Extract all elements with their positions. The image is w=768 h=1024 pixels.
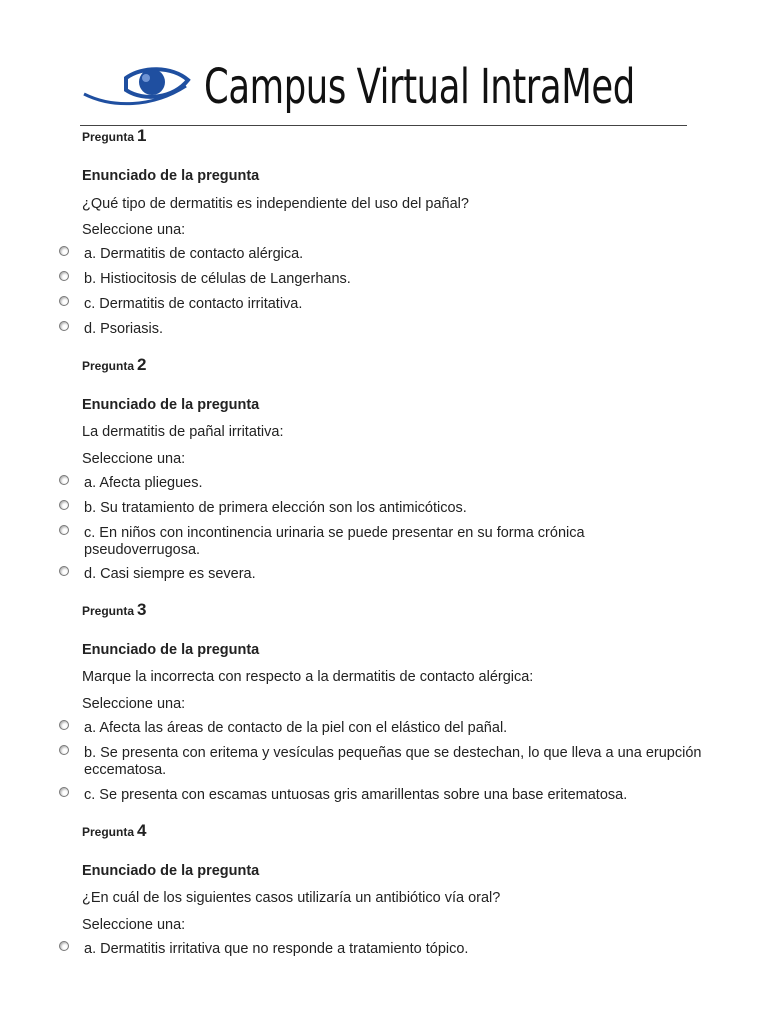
question-label: Pregunta xyxy=(82,825,135,839)
statement-title: Enunciado de la pregunta xyxy=(82,642,260,658)
question-stem: ¿En cuál de los siguientes casos utilizaría un antibiótico vía oral? xyxy=(82,890,501,906)
answer-option[interactable] xyxy=(58,271,704,288)
question-stem: La dermatitis de pañal irritativa: xyxy=(82,424,284,440)
statement-title: Enunciado de la pregunta xyxy=(82,168,260,184)
answer-option[interactable] xyxy=(58,720,714,737)
option-text: c. Se presenta con escamas untuosas gris amarillentas sobre una base eritematosa. xyxy=(84,787,628,803)
site-title: Campus Virtual IntraMed xyxy=(204,59,635,115)
question-header xyxy=(82,600,718,620)
select-one-label: Seleccione una: xyxy=(82,451,186,467)
radio-button[interactable] xyxy=(59,787,69,797)
statement-title: Enunciado de la pregunta xyxy=(82,863,260,879)
option-text: b. Histiocitosis de células de Langerhans. xyxy=(84,271,351,287)
option-text: a. Afecta pliegues. xyxy=(84,475,203,491)
answer-option[interactable] xyxy=(58,941,704,958)
option-text: c. Dermatitis de contacto irritativa. xyxy=(84,296,303,312)
question-block xyxy=(58,821,718,957)
select-one-label: Seleccione una: xyxy=(82,696,186,712)
option-text: b. Se presenta con eritema y vesículas pequeñas que se destechan, lo que lleva a una erupción eccematosa. xyxy=(84,745,702,778)
question-number: 4 xyxy=(137,821,147,840)
radio-button[interactable] xyxy=(59,296,69,306)
option-text: d. Psoriasis. xyxy=(84,321,163,337)
answer-option[interactable] xyxy=(58,321,704,338)
answer-option[interactable] xyxy=(58,745,714,779)
radio-button[interactable] xyxy=(59,566,69,576)
question-stem: ¿Qué tipo de dermatitis es independiente del uso del pañal? xyxy=(82,196,469,212)
question-header xyxy=(82,821,718,841)
eye-icon xyxy=(82,64,192,108)
radio-button[interactable] xyxy=(59,246,69,256)
option-text: d. Casi siempre es severa. xyxy=(84,566,256,582)
radio-button[interactable] xyxy=(59,745,69,755)
option-text: b. Su tratamiento de primera elección son los antimicóticos. xyxy=(84,500,467,516)
answer-option[interactable] xyxy=(58,566,704,583)
answer-option[interactable] xyxy=(58,475,704,492)
question-label: Pregunta xyxy=(82,130,135,144)
radio-button[interactable] xyxy=(59,500,69,510)
radio-button[interactable] xyxy=(59,475,69,485)
select-one-label: Seleccione una: xyxy=(82,222,186,238)
answer-option[interactable] xyxy=(58,246,704,263)
question-header xyxy=(82,355,718,375)
question-label: Pregunta xyxy=(82,359,135,373)
statement-title: Enunciado de la pregunta xyxy=(82,397,260,413)
option-text: a. Dermatitis de contacto alérgica. xyxy=(84,246,304,262)
radio-button[interactable] xyxy=(59,525,69,535)
question-header xyxy=(82,126,718,146)
radio-button[interactable] xyxy=(59,321,69,331)
radio-button[interactable] xyxy=(59,720,69,730)
option-text: a. Dermatitis irritativa que no responde a tratamiento tópico. xyxy=(84,941,469,957)
answer-option[interactable] xyxy=(58,500,704,517)
question-block xyxy=(58,126,718,337)
answer-option[interactable] xyxy=(58,296,704,313)
question-number: 2 xyxy=(137,355,147,374)
option-text: a. Afecta las áreas de contacto de la piel con el elástico del pañal. xyxy=(84,720,508,736)
question-number: 3 xyxy=(137,600,147,619)
site-header xyxy=(80,58,688,126)
option-text: c. En niños con incontinencia urinaria se puede presentar en su forma crónica pseudoverrugosa. xyxy=(84,525,585,558)
question-block xyxy=(58,600,718,803)
select-one-label: Seleccione una: xyxy=(82,917,186,933)
question-stem: Marque la incorrecta con respecto a la dermatitis de contacto alérgica: xyxy=(82,669,534,685)
radio-button[interactable] xyxy=(59,271,69,281)
answer-option[interactable] xyxy=(58,525,644,559)
question-block xyxy=(58,355,718,582)
question-label: Pregunta xyxy=(82,604,135,618)
answer-option[interactable] xyxy=(58,787,724,804)
question-number: 1 xyxy=(137,126,147,145)
radio-button[interactable] xyxy=(59,941,69,951)
